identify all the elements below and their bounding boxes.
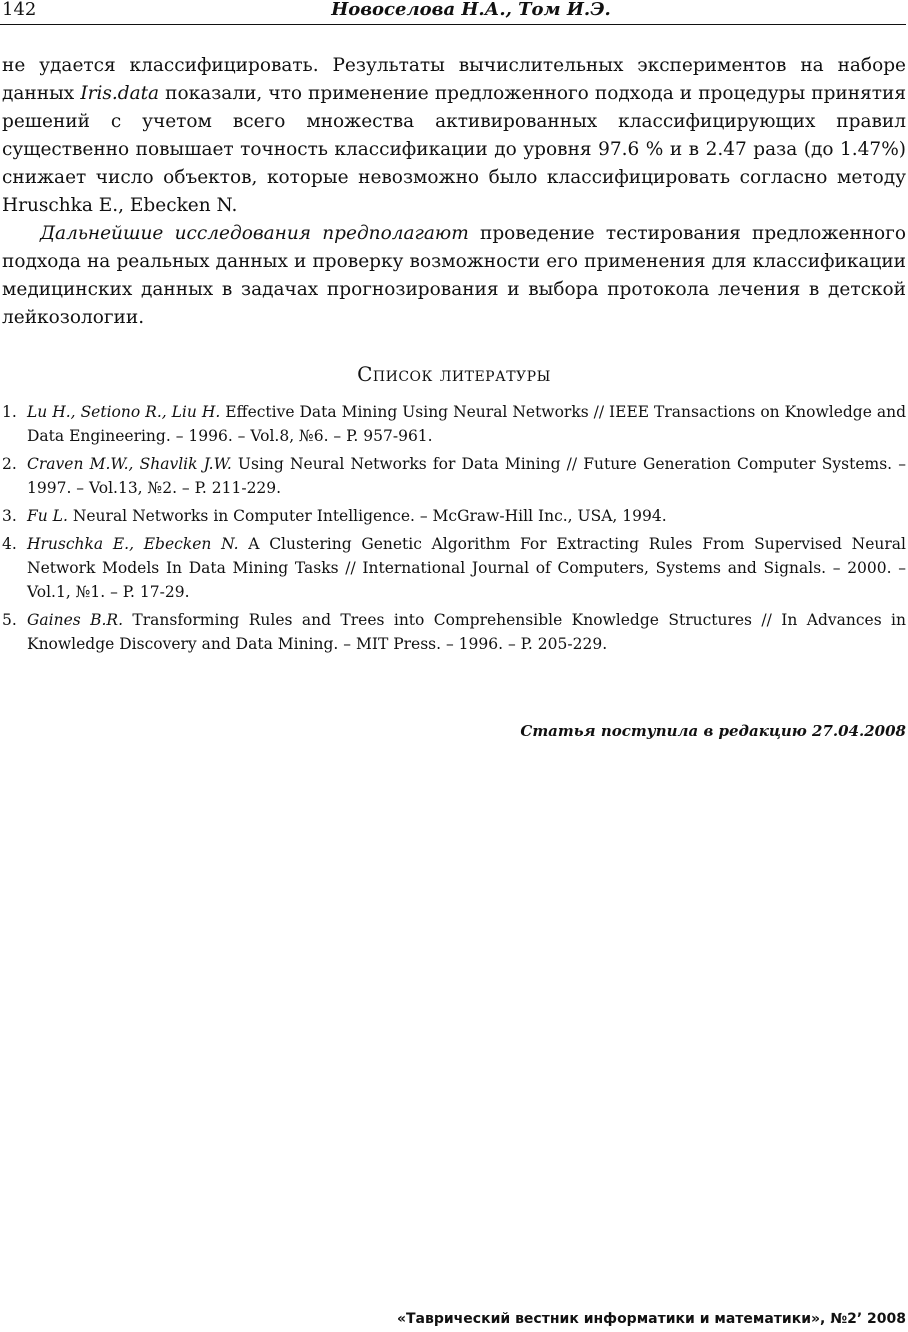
reference-authors: Fu L. [27, 507, 68, 525]
reference-item [2, 400, 906, 448]
reference-item [2, 504, 906, 528]
reference-item [2, 452, 906, 500]
reference-item [2, 532, 906, 604]
paragraph-1-part-2: показали, что применение предложенного подхода и процедуры принятия решений с учетом всего множества активированных классифицирующих правил существенно повышает точность классификации до уровня 97.6 % и в 2.47 раза (до 1.47%) снижает число объектов, которые невозможно было классифицировать согласно методу Hruschka E., Ebecken N. [2, 83, 906, 216]
paragraph-2 [2, 220, 906, 332]
reference-text: Transforming Rules and Trees into Comprehensible Knowledge Structures // In Advances in Knowledge Discovery and Data Mining. – MIT Press. – 1996. – P. 205-229. [27, 611, 906, 653]
reference-number: 5. [2, 611, 17, 629]
page-number: 142 [2, 0, 37, 20]
reference-number: 3. [2, 507, 17, 525]
paragraph-1 [2, 52, 906, 220]
reference-text: Using Neural Networks for Data Mining // Future Generation Computer Systems. – 1997. – Vol.13, №2. – P. 211-229. [27, 455, 906, 497]
reference-text: A Clustering Genetic Algorithm For Extracting Rules From Supervised Neural Network Models In Data Mining Tasks // International Journal of Computers, Systems and Signals. – 2000. – Vol.1, №1. – P. 17-29. [27, 535, 906, 601]
reference-item [2, 608, 906, 656]
reference-text: Neural Networks in Computer Intelligence. – McGraw-Hill Inc., USA, 1994. [67, 507, 667, 525]
reference-number: 4. [2, 535, 17, 553]
reference-number: 2. [2, 455, 17, 473]
reference-text: Effective Data Mining Using Neural Networks // IEEE Transactions on Knowledge and Data Engineering. – 1996. – Vol.8, №6. – P. 957-961. [27, 403, 907, 445]
reference-authors: Hruschka E., Ebecken N. [27, 535, 239, 553]
reference-number: 1. [2, 403, 17, 421]
dataset-name: Iris.data [80, 83, 160, 104]
reference-authors: Gaines B.R. [27, 611, 123, 629]
reference-authors: Lu H., Setiono R., Liu H. [27, 403, 221, 421]
references-list [2, 400, 906, 660]
body-text [2, 52, 906, 332]
references-title: Список литературы [357, 362, 551, 386]
paragraph-1-part-1: не удается классифицировать. Результаты вычислительных экспериментов на наборе данных [2, 55, 906, 104]
received-date-note: Статья поступила в редакцию 27.04.2008 [520, 722, 906, 740]
paragraph-2-rest: проведение тестирования предложенного подхода на реальных данных и проверку возможности его применения для классификации медицинских данных в задачах прогнозирования и выбора протокола лечения в детской лейкозологии. [2, 223, 906, 328]
running-head: Новоселова Н.А., Том И.Э. [331, 0, 611, 20]
reference-authors: Craven M.W., Shavlik J.W. [27, 455, 232, 473]
journal-footer: «Таврический вестник информатики и математики», №2’ 2008 [396, 1311, 906, 1327]
page-header [0, 0, 906, 25]
paragraph-2-lead: Дальнейшие исследования предполагают [40, 223, 469, 244]
